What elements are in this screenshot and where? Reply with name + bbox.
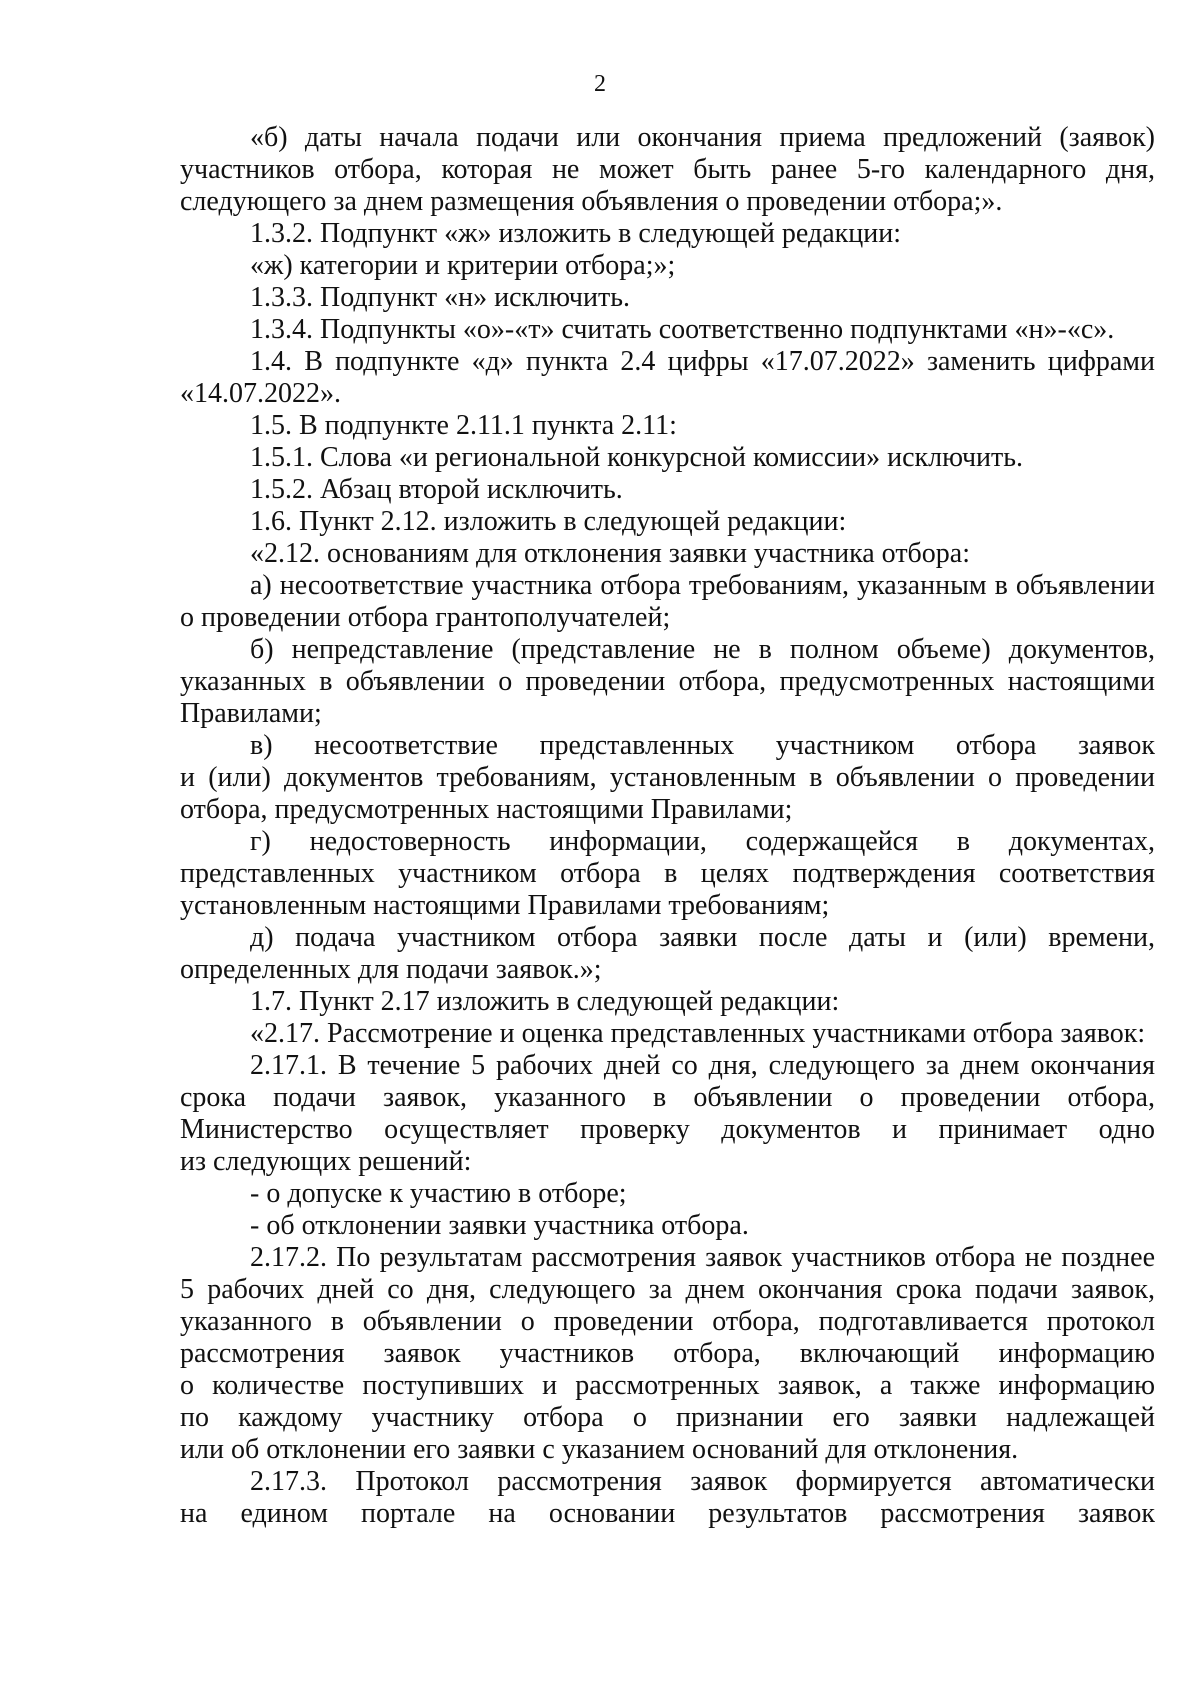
text-line: указанных в объявлении о проведении отбора, предусмотренных настоящими	[180, 666, 1155, 697]
text-line: участников отбора, которая не может быть ранее 5-го календарного дня,	[180, 154, 1155, 185]
paragraph	[180, 474, 1155, 506]
text-line: «14.07.2022».	[180, 378, 341, 409]
text-line: 2.17.3. Протокол рассмотрения заявок формируется автоматически	[250, 1466, 1155, 1497]
text-line: указанного в объявлении о проведении отбора, подготавливается протокол	[180, 1306, 1155, 1337]
paragraph	[180, 1466, 1155, 1530]
text-line: 1.3.4. Подпункты «о»-«т» считать соответственно подпунктами «н»-«с».	[250, 314, 1115, 345]
text-line: Министерство осуществляет проверку документов и принимает одно	[180, 1114, 1155, 1145]
text-line: 2.17.2. По результатам рассмотрения заявок участников отбора не позднее	[250, 1242, 1155, 1273]
text-line: определенных для подачи заявок.»;	[180, 954, 602, 985]
text-line: 2.17.1. В течение 5 рабочих дней со дня, следующего за днем окончания	[250, 1050, 1155, 1081]
text-line: «б) даты начала подачи или окончания приема предложений (заявок)	[250, 122, 1155, 153]
text-line: «2.12. основаниям для отклонения заявки участника отбора:	[250, 538, 971, 569]
text-line: 1.3.3. Подпункт «н» исключить.	[250, 282, 630, 313]
paragraph	[180, 218, 1155, 250]
text-line: в) несоответствие представленных участником отбора заявок	[250, 730, 1155, 761]
text-line: по каждому участнику отбора о признании его заявки надлежащей	[180, 1402, 1155, 1433]
text-line: установленным настоящими Правилами требованиям;	[180, 890, 830, 921]
document-body	[180, 122, 1155, 1530]
paragraph	[180, 1018, 1155, 1050]
text-line: б) непредставление (представление не в полном объеме) документов,	[250, 634, 1155, 665]
text-line: рассмотрения заявок участников отбора, включающий информацию	[180, 1338, 1155, 1369]
paragraph	[180, 1050, 1155, 1178]
text-line: следующего за днем размещения объявления о проведении отбора;».	[180, 186, 1003, 217]
text-line: отбора, предусмотренных настоящими Правилами;	[180, 794, 793, 825]
text-line: 1.7. Пункт 2.17 изложить в следующей редакции:	[250, 986, 840, 1017]
paragraph	[180, 442, 1155, 474]
paragraph	[180, 826, 1155, 922]
text-line: 5 рабочих дней со дня, следующего за днем окончания срока подачи заявок,	[180, 1274, 1155, 1305]
text-line: на едином портале на основании результатов рассмотрения заявок	[180, 1498, 1155, 1529]
text-line: Правилами;	[180, 698, 322, 729]
paragraph	[180, 122, 1155, 218]
text-line: 1.5. В подпункте 2.11.1 пункта 2.11:	[250, 410, 677, 441]
text-line: 1.3.2. Подпункт «ж» изложить в следующей редакции:	[250, 218, 901, 249]
paragraph	[180, 634, 1155, 730]
text-line: «ж) категории и критерии отбора;»;	[250, 250, 676, 281]
paragraph	[180, 922, 1155, 986]
paragraph	[180, 346, 1155, 410]
page-number: 2	[594, 71, 606, 97]
paragraph	[180, 1210, 1155, 1242]
paragraph	[180, 250, 1155, 282]
text-line: 1.6. Пункт 2.12. изложить в следующей редакции:	[250, 506, 847, 537]
paragraph	[180, 1242, 1155, 1466]
paragraph	[180, 1178, 1155, 1210]
text-line: 1.4. В подпункте «д» пункта 2.4 цифры «17.07.2022» заменить цифрами	[250, 346, 1155, 377]
paragraph	[180, 538, 1155, 570]
text-line: - об отклонении заявки участника отбора.	[250, 1210, 749, 1241]
text-line: «2.17. Рассмотрение и оценка представленных участниками отбора заявок:	[250, 1018, 1146, 1049]
text-line: из следующих решений:	[180, 1146, 472, 1177]
text-line: 1.5.1. Слова «и региональной конкурсной комиссии» исключить.	[250, 442, 1024, 473]
paragraph	[180, 730, 1155, 826]
text-line: а) несоответствие участника отбора требованиям, указанным в объявлении	[250, 570, 1155, 601]
paragraph	[180, 410, 1155, 442]
paragraph	[180, 570, 1155, 634]
text-line: 1.5.2. Абзац второй исключить.	[250, 474, 623, 505]
text-line: д) подача участником отбора заявки после даты и (или) времени,	[250, 922, 1155, 953]
text-line: срока подачи заявок, указанного в объявлении о проведении отбора,	[180, 1082, 1155, 1113]
paragraph	[180, 282, 1155, 314]
text-line: - о допуске к участию в отборе;	[250, 1178, 627, 1209]
paragraph	[180, 506, 1155, 538]
text-line: о количестве поступивших и рассмотренных заявок, а также информацию	[180, 1370, 1155, 1401]
paragraph	[180, 314, 1155, 346]
paragraph	[180, 986, 1155, 1018]
text-line: и (или) документов требованиям, установленным в объявлении о проведении	[180, 762, 1155, 793]
text-line: о проведении отбора грантополучателей;	[180, 602, 671, 633]
text-line: или об отклонении его заявки с указанием оснований для отклонения.	[180, 1434, 1019, 1465]
text-line: представленных участником отбора в целях подтверждения соответствия	[180, 858, 1155, 889]
text-line: г) недостоверность информации, содержащейся в документах,	[250, 826, 1155, 857]
